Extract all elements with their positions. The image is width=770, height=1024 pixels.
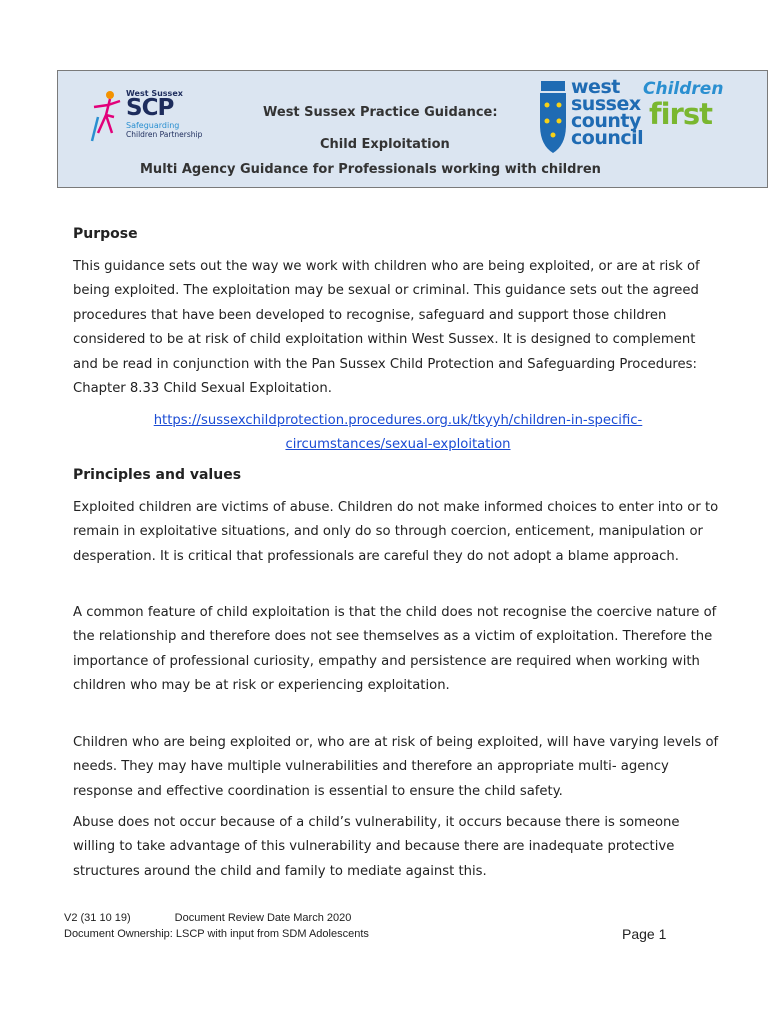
children-first-logo-line1: Children (643, 79, 724, 99)
children-first-logo-line2: first (649, 97, 712, 131)
header-title-line3: Multi Agency Guidance for Professionals working with children (140, 162, 601, 177)
principles-paragraph-3: Children who are being exploited or, who are at risk of being exploited, will have varying levels of needs. They may have multiple vulnerabilities and therefore an appropriate multi- agency response and effective coordination is essential to ensure the child safety. (73, 735, 719, 799)
wscc-logo-line1: west (571, 76, 620, 98)
scp-logo-sub-line1: Safeguarding (126, 121, 180, 130)
header-title-line1: West Sussex Practice Guidance: (263, 105, 498, 120)
scp-logo-sub-line2: Children Partnership (126, 130, 203, 139)
children-first-logo (643, 79, 724, 149)
scp-figure-icon (88, 87, 124, 149)
wscc-crest-icon (538, 79, 568, 155)
wscc-logo (538, 76, 644, 157)
procedures-link-line2[interactable]: circumstances/sexual-exploitation (285, 437, 511, 453)
purpose-heading: Purpose (73, 226, 138, 242)
procedures-link[interactable] (73, 409, 723, 458)
principles-paragraph-4: Abuse does not occur because of a child’s vulnerability, it occurs because there is someone willing to take advantage of this vulnerability and because there are inadequate protective structures around the child and family to mediate against this. (73, 815, 680, 879)
principles-paragraph-2: A common feature of child exploitation is that the child does not recognise the coercive nature of the relationship and therefore does not see themselves as a victim of exploitation. Therefore the importance of professional curiosity, empathy and persistence are required when working with children who may be at risk or experiencing exploitation. (73, 605, 717, 694)
principles-paragraph-1: Exploited children are victims of abuse. Children do not make informed choices to enter into or to remain in exploitative situations, and only do so through coercion, enticement, manipulation or desperation. It is critical that professionals are careful they do not adopt a blame approach. (73, 500, 719, 564)
page-number: Page 1 (622, 926, 667, 942)
footer-review-date: Document Review Date March 2020 (174, 912, 352, 924)
wscc-logo-line4: council (571, 127, 644, 149)
wscc-logo-line3: county (571, 110, 641, 132)
footer-version-line (64, 912, 351, 924)
wscc-logo-line2: sussex (571, 93, 641, 115)
scp-logo (88, 87, 208, 149)
footer-version: V2 (31 10 19) (64, 912, 131, 924)
purpose-paragraph: This guidance sets out the way we work with children who are being exploited, or are at risk of being exploited. The exploitation may be sexual or criminal. This guidance sets out the agreed procedures that have been developed to recognise, safeguard and support those children considered to be at risk of child exploitation within West Sussex. It is designed to complement and be read in conjunction with the Pan Sussex Child Protection and Safeguarding Procedures: Chapter 8.33 Child Sexual Exploitation. (73, 259, 700, 397)
header-title-line2: Child Exploitation (320, 137, 450, 152)
scp-logo-main-text: SCP (126, 95, 174, 121)
document-header (57, 70, 768, 188)
scp-logo-top-text: West Sussex (126, 89, 183, 98)
principles-heading: Principles and values (73, 467, 242, 483)
footer-ownership: Document Ownership: LSCP with input from SDM Adolescents (64, 928, 369, 940)
procedures-link-line1[interactable]: https://sussexchildprotection.procedures.org.uk/tkyyh/children-in-specific- (153, 413, 643, 428)
